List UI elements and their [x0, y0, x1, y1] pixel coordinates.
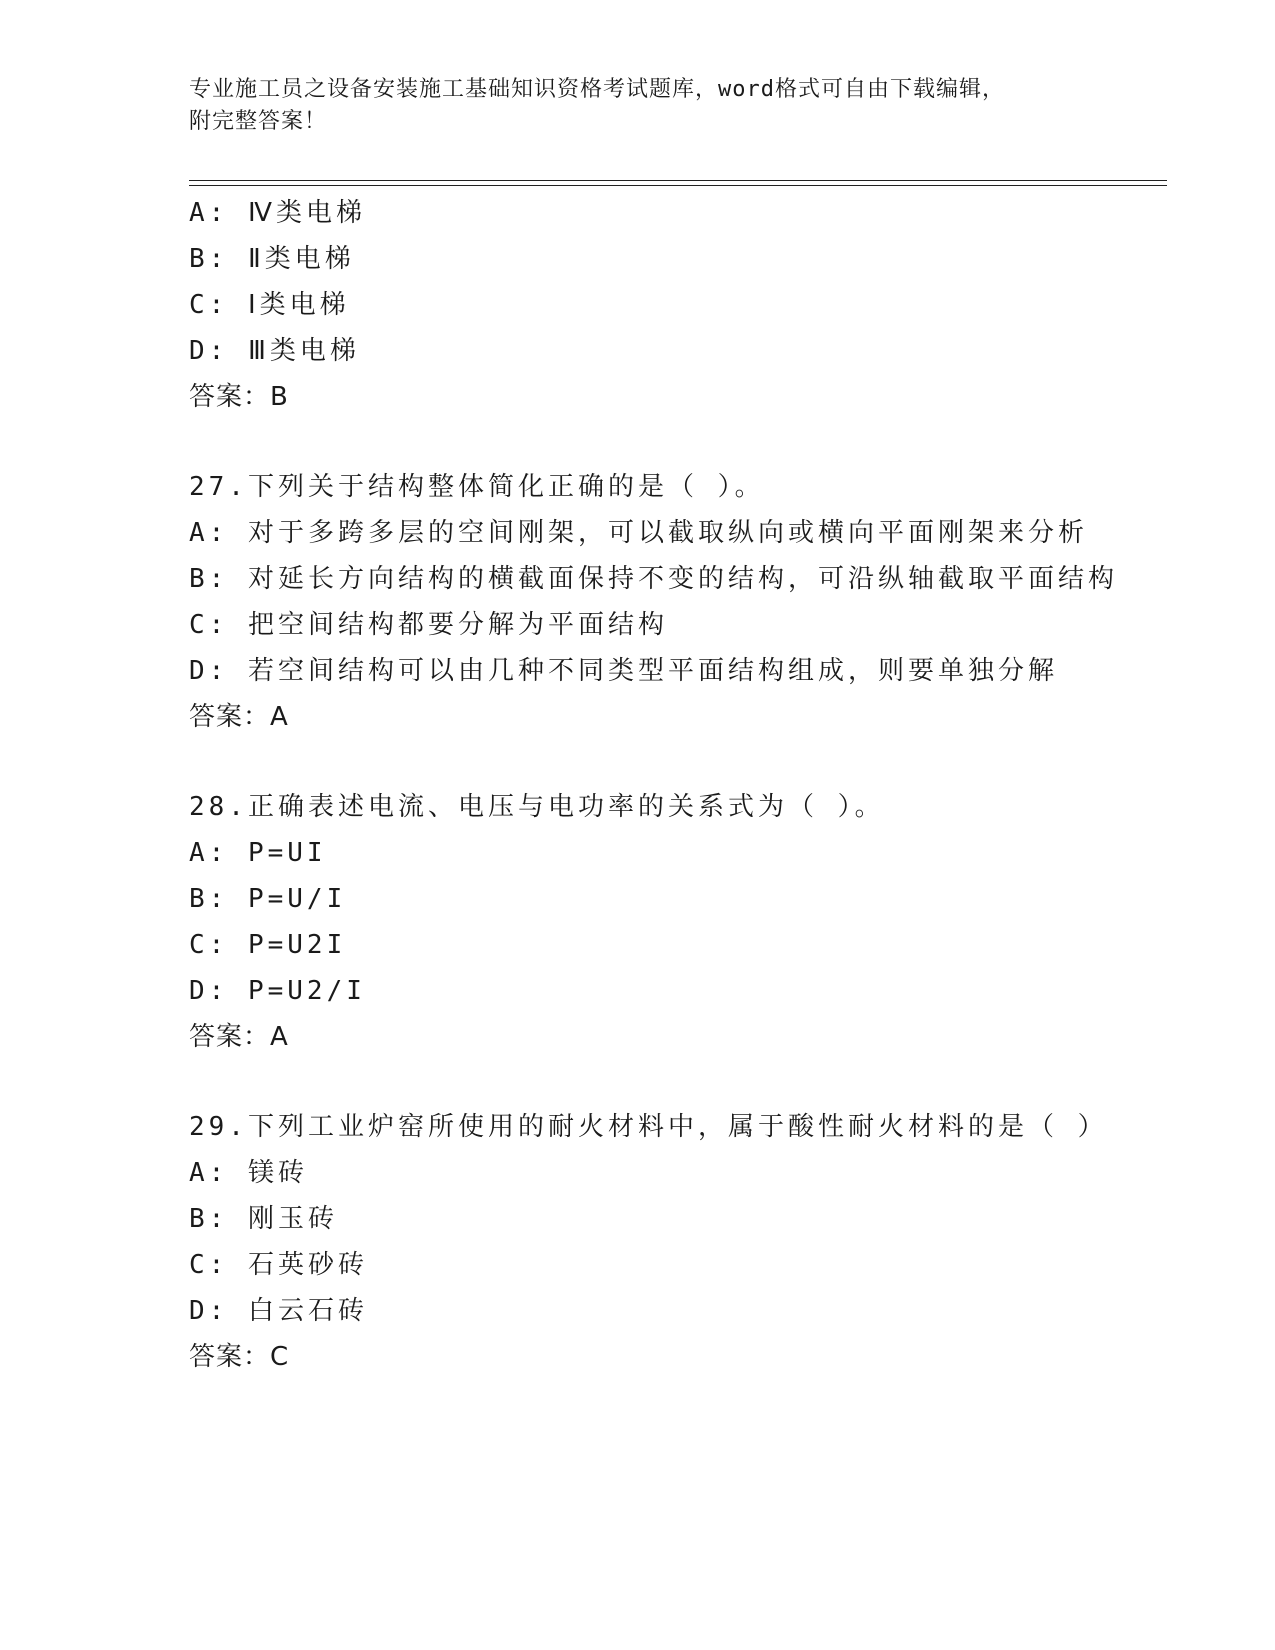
option-a: A: Ⅳ类电梯	[189, 198, 366, 228]
option-b: B: 对延长方向结构的横截面保持不变的结构，可沿纵轴截取平面结构	[189, 564, 1118, 594]
header-line-2: 附完整答案！	[189, 109, 328, 134]
answer: 答案：A	[189, 1022, 289, 1052]
option-d: D: Ⅲ类电梯	[189, 336, 360, 366]
option-c: C: 石英砂砖	[189, 1250, 368, 1280]
option-d: D: P=U2/I	[189, 976, 366, 1006]
option-c: C: 把空间结构都要分解为平面结构	[189, 610, 668, 640]
option-c: C: Ⅰ类电梯	[189, 290, 350, 320]
option-a: A: P=UI	[189, 838, 327, 868]
answer: 答案：A	[189, 702, 289, 732]
header-line-1: 专业施工员之设备安装施工基础知识资格考试题库，word格式可自由下载编辑，	[189, 77, 1005, 102]
header-divider-bottom	[189, 185, 1167, 186]
option-c: C: P=U2I	[189, 930, 347, 960]
option-d: D: 若空间结构可以由几种不同类型平面结构组成，则要单独分解	[189, 656, 1058, 686]
answer: 答案：C	[189, 1342, 290, 1372]
option-a: A: 对于多跨多层的空间刚架，可以截取纵向或横向平面刚架来分析	[189, 518, 1088, 548]
document-header	[189, 74, 1089, 138]
option-b: B: P=U/I	[189, 884, 347, 914]
spacer	[189, 740, 1169, 784]
question-block-26	[189, 190, 1169, 420]
question-block-28	[189, 784, 1169, 1060]
option-d: D: 白云石砖	[189, 1296, 368, 1326]
spacer	[189, 420, 1169, 464]
answer: 答案：B	[189, 382, 289, 412]
question-list	[189, 190, 1169, 1380]
question-block-27	[189, 464, 1169, 740]
question-block-29	[189, 1104, 1169, 1380]
question-text: 27.下列关于结构整体简化正确的是（ ）。	[189, 472, 765, 502]
question-text: 29.下列工业炉窑所使用的耐火材料中，属于酸性耐火材料的是（ ）	[189, 1112, 1108, 1142]
header-divider-top	[189, 180, 1167, 181]
spacer	[189, 1060, 1169, 1104]
option-a: A: 镁砖	[189, 1158, 308, 1188]
option-b: B: 刚玉砖	[189, 1204, 338, 1234]
option-b: B: Ⅱ类电梯	[189, 244, 355, 274]
question-text: 28.正确表述电流、电压与电功率的关系式为（ ）。	[189, 792, 885, 822]
